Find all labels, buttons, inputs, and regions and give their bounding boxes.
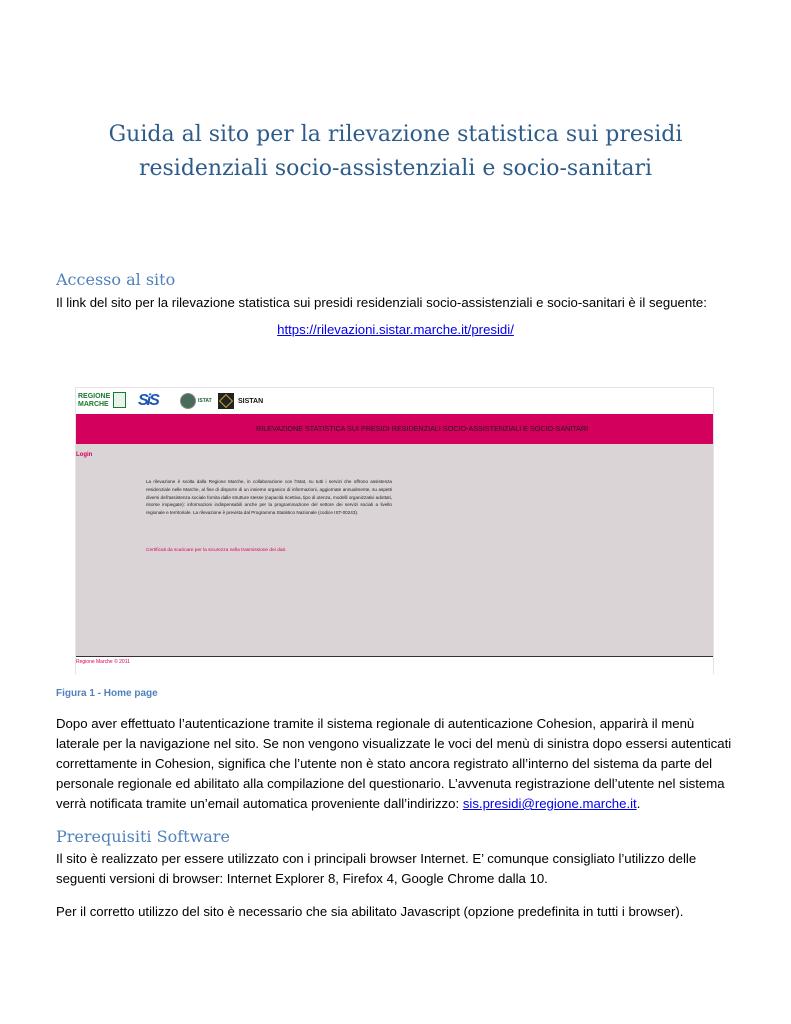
istat-logo-text: ISTAT [198,398,212,404]
regione-marche-logo-line1: REGIONE [78,393,111,400]
figure-caption: Figura 1 - Home page [56,688,158,699]
auth-paragraph-end: . [636,796,641,811]
title-line-2: residenziali socio-assistenziali e socio-sanitari [138,156,653,181]
screenshot-certificate-link: Certificati da scaricare per la sicurezza nella trasmissione dei dati. [146,548,287,553]
screenshot-logo-bar [76,388,713,414]
sis-logo: SiS [138,392,158,409]
sistan-emblem-icon [218,393,234,409]
screenshot-footer [76,656,713,674]
regione-marche-logo-line2: MARCHE [78,401,109,408]
regione-marche-logo [78,390,122,412]
screenshot-intro-text: La rilevazione è svolta dalla Regione Marche, in collaborazione con l'Istat, su tutti i servizi che offrono assistenza residenziale nelle Marche, al fine di disporre di un insieme organico di informazioni, aggiornate annualmente, su aspetti diversi dell'assistenza sociale fornita dalle strutture stesse (capacità ricettiva, tipo di utenza, modelli organizzativi adottati, risorse impiegate): informazioni indispensabili anche per la programmazione del settore dei servizi sociali a livello regionale e territoriale. La rilevazione è prevista dal Programma Statistico Nazionale (codice IST-00243). [146,479,392,516]
site-url-row [0,322,791,337]
accesso-paragraph: Il link del sito per la rilevazione statistica sui presidi residenziali socio-assistenziali e socio-sanitari è il seguente: [56,295,707,310]
prerequisiti-paragraph-2: Per il corretto utilizzo del sito è necessario che sia abilitato Javascript (opzione predefinita in tutti i browser). [56,904,684,919]
auth-paragraph-text: Dopo aver effettuato l’autenticazione tramite il sistema regionale di autenticazione Cohesion, apparirà il menù laterale per la navigazione nel sito. Se non vengono visualizzate le voci del menù di sinistra dopo essersi autenticati correttamente in Cohesion, significa che l’utente non è stato ancora registrato all’interno del sistema da parte del personale regionale ed abilitato alla compilazione del questionario. L’avvenuta registrazione dell’utente nel sistema verrà notificata tramite un’email automatica proveniente dall’indirizzo: [56,716,732,811]
screenshot-banner [76,414,713,444]
screenshot-footer-text: Regione Marche © 2011 [76,659,130,665]
regione-marche-shield-icon [113,392,126,408]
screenshot-login-link: Login [76,452,93,458]
homepage-screenshot [75,387,714,674]
heading-accesso-al-sito: Accesso al sito [56,270,176,289]
screenshot-banner-title: RILEVAZIONE STATISTICA SUI PRESIDI RESIDENZIALI SOCIO-ASSISTENZIALI E SOCIO-SANITARI [256,424,589,433]
title-line-1: Guida al sito per la rilevazione statistica sui presidi [108,122,683,147]
document-title [70,118,721,186]
email-link[interactable]: sis.presidi@regione.marche.it [462,796,637,811]
auth-paragraph [56,714,736,814]
heading-prerequisiti-software: Prerequisiti Software [56,827,230,846]
istat-logo [180,390,212,412]
site-url-link[interactable]: https://rilevazioni.sistar.marche.it/presidi/ [277,322,514,337]
sistan-logo-text: SISTAN [238,397,264,405]
sistan-logo [218,390,263,412]
prerequisiti-paragraph-1: Il sito è realizzato per essere utilizzato con i principali browser Internet. E’ comunque consigliato l’utilizzo delle seguenti versioni di browser: Internet Explorer 8, Firefox 4, Google Chrome dalla 10. [56,851,697,886]
istat-globe-icon [180,393,196,409]
screenshot-content [76,444,713,656]
